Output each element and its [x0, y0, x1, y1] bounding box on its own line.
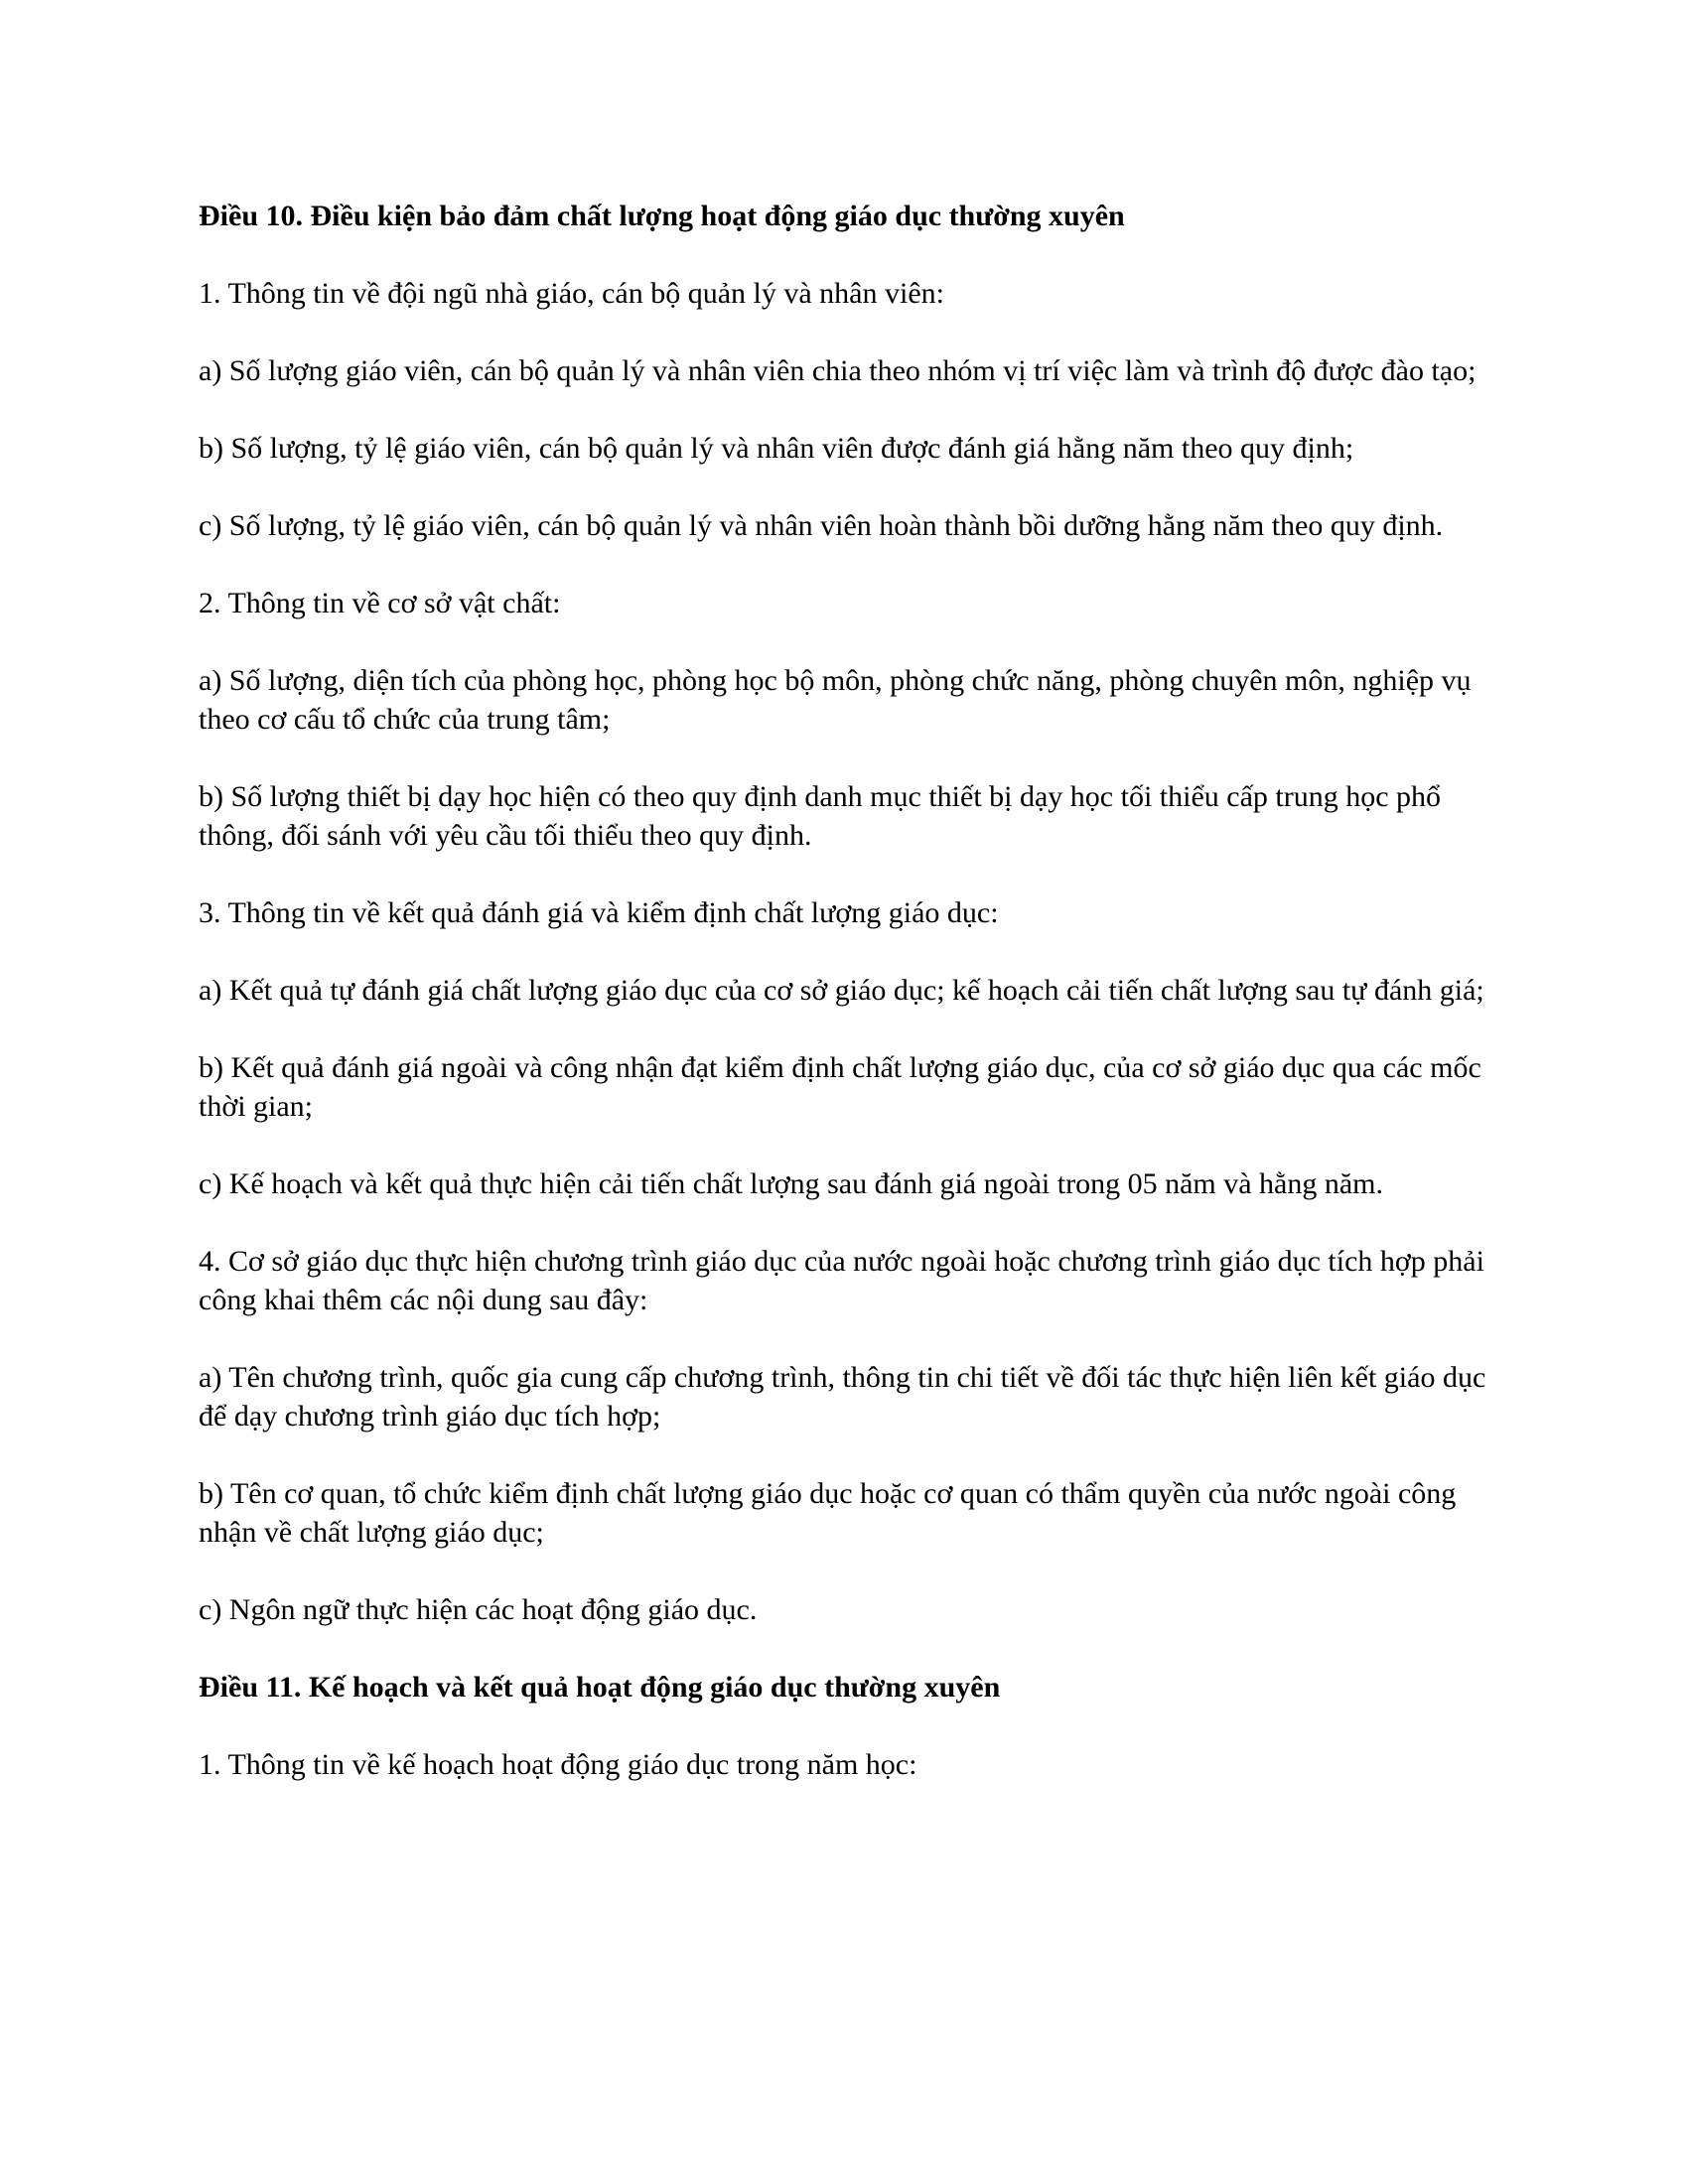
paragraph-10-4: 4. Cơ sở giáo dục thực hiện chương trình giáo dục của nước ngoài hoặc chương trình giáo dục tích hợp phải công khai thêm các nội dung sau đây:	[199, 1245, 1484, 1316]
paragraph-10-4a: a) Tên chương trình, quốc gia cung cấp chương trình, thông tin chi tiết về đối tác thực hiện liên kết giáo dục để dạy chương trình giáo dục tích hợp;	[199, 1361, 1486, 1433]
paragraph-10-3: 3. Thông tin về kết quả đánh giá và kiểm định chất lượng giáo dục:	[199, 896, 999, 929]
paragraph-10-4c: c) Ngôn ngữ thực hiện các hoạt động giáo dục.	[199, 1593, 758, 1626]
paragraph-11-1: 1. Thông tin về kế hoạch hoạt động giáo dục trong năm học:	[199, 1748, 917, 1781]
paragraph-10-1a: a) Số lượng giáo viên, cán bộ quản lý và nhân viên chia theo nhóm vị trí việc làm và trình độ được đào tạo;	[199, 354, 1477, 387]
paragraph-10-3b: b) Kết quả đánh giá ngoài và công nhận đạt kiểm định chất lượng giáo dục, của cơ sở giáo dục qua các mốc thời gian;	[199, 1051, 1481, 1123]
paragraph-10-2b: b) Số lượng thiết bị dạy học hiện có theo quy định danh mục thiết bị dạy học tối thiểu cấp trung học phổ thông, đối sánh với yêu cầu tối thiểu theo quy định.	[199, 780, 1442, 852]
paragraph-10-2: 2. Thông tin về cơ sở vật chất:	[199, 587, 561, 619]
paragraph-10-1b: b) Số lượng, tỷ lệ giáo viên, cán bộ quản lý và nhân viên được đánh giá hằng năm theo quy định;	[199, 432, 1354, 465]
paragraph-10-3a: a) Kết quả tự đánh giá chất lượng giáo dục của cơ sở giáo dục; kế hoạch cải tiến chất lượng sau tự đánh giá;	[199, 974, 1484, 1007]
paragraph-10-1: 1. Thông tin về đội ngũ nhà giáo, cán bộ quản lý và nhân viên:	[199, 277, 944, 310]
document-body	[199, 197, 1489, 1823]
article-11-heading: Điều 11. Kế hoạch và kết quả hoạt động giáo dục thường xuyên	[199, 1671, 1001, 1704]
article-10-heading: Điều 10. Điều kiện bảo đảm chất lượng hoạt động giáo dục thường xuyên	[199, 200, 1125, 232]
paragraph-10-3c: c) Kế hoạch và kết quả thực hiện cải tiến chất lượng sau đánh giá ngoài trong 05 năm và hằng năm.	[199, 1167, 1383, 1200]
paragraph-10-1c: c) Số lượng, tỷ lệ giáo viên, cán bộ quản lý và nhân viên hoàn thành bồi dưỡng hằng năm theo quy định.	[199, 509, 1444, 542]
paragraph-10-4b: b) Tên cơ quan, tổ chức kiểm định chất lượng giáo dục hoặc cơ quan có thẩm quyền của nước ngoài công nhận về chất lượng giáo dục;	[199, 1477, 1457, 1549]
paragraph-10-2a: a) Số lượng, diện tích của phòng học, phòng học bộ môn, phòng chức năng, phòng chuyên môn, nghiệp vụ theo cơ cấu tổ chức của trung tâm;	[199, 664, 1472, 736]
